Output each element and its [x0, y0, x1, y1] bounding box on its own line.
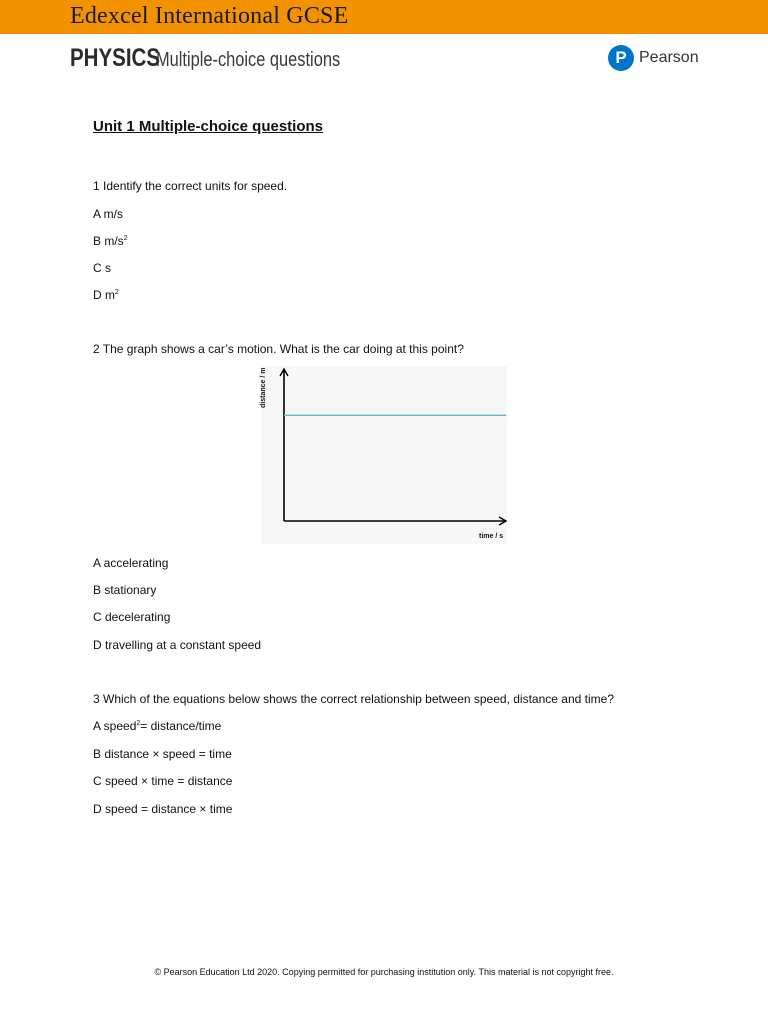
publisher-name: Pearson — [639, 49, 699, 66]
question-1-option-a: A m/s — [93, 207, 124, 221]
graph-canvas — [261, 366, 507, 544]
question-3-option-c: C speed × time = distance — [93, 774, 233, 788]
question-3-prompt: 3 Which of the equations below shows the correct relationship between speed, distance and time? — [93, 692, 614, 706]
question-2-option-d: D travelling at a constant speed — [93, 638, 262, 652]
question-1-prompt: 1 Identify the correct units for speed. — [93, 179, 288, 193]
question-2-option-b: B stationary — [93, 583, 157, 597]
question-1-option-c: C s — [93, 261, 111, 275]
page-title: Unit 1 Multiple-choice questions — [93, 118, 324, 135]
subject-heading — [70, 44, 381, 80]
question-2-prompt: 2 The graph shows a car’s motion. What is the car doing at this point? — [93, 342, 464, 356]
subject-subtitle: Multiple-choice questions — [156, 49, 341, 71]
question-3-option-a: A speed$^2$= distance/time — [93, 719, 222, 733]
distance-time-graph — [261, 366, 507, 544]
pearson-logo-icon: P — [608, 45, 634, 71]
series-title: Edexcel International GCSE — [70, 3, 349, 29]
x-axis-label: time / s — [479, 533, 504, 540]
header-bar — [0, 0, 768, 34]
question-1-option-d: D $m^2$ — [93, 288, 119, 302]
question-3-option-b: B distance × speed = time — [93, 747, 232, 761]
question-3-option-d: D speed = distance × time — [93, 802, 233, 816]
subject-name: PHYSICS — [70, 44, 161, 72]
copyright-footer: © Pearson Education Ltd 2020. Copying permitted for purchasing institution only. This material is not copyright free. — [154, 967, 614, 977]
question-2-option-a: A accelerating — [93, 556, 169, 570]
publisher-logo — [608, 45, 699, 71]
question-2-option-c: C decelerating — [93, 610, 171, 624]
question-1-option-b: B $m/s^2$ — [93, 234, 128, 248]
y-axis-label: distance / m — [260, 367, 267, 408]
